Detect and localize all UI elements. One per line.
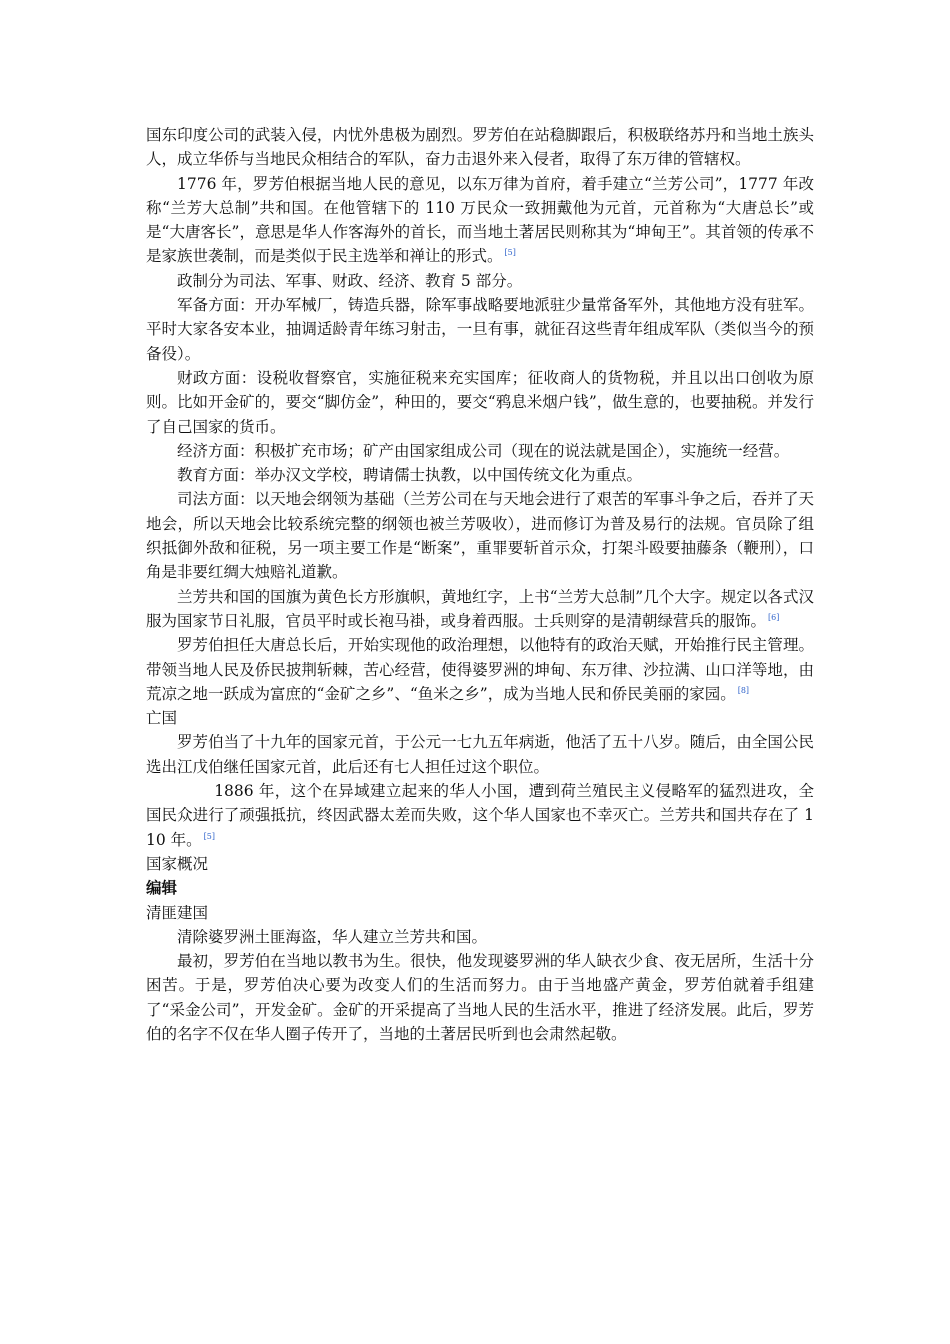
subsection-heading: 清匪建国 (146, 903, 209, 922)
paragraph: 财政方面：设税收督察官，实施征税来充实国库；征收商人的货物税，并且以出口创收为原则。比如开金矿的，要交“脚仿金”，种田的，要交“鸦息米烟户钱”，做生意的，也要抽税。并发行了自己国家的货币。 (146, 368, 814, 436)
citation-link[interactable]: [6] (768, 612, 780, 622)
paragraph: 最初，罗芳伯在当地以教书为生。很快，他发现婆罗洲的华人缺衣少食、夜无居所，生活十分困苦。于是，罗芳伯决心要为改变人们的生活而努力。由于当地盛产黄金，罗芳伯就着手组建了“采金公司”，开发金矿。金矿的开采提高了当地人民的生活水平，推进了经济发展。此后，罗芳伯的名字不仅在华人圈子传开了，当地的土著居民听到也会肃然起敬。 (146, 952, 814, 1043)
citation-link[interactable]: [5] (203, 831, 215, 841)
paragraph: 政制分为司法、军事、财政、经济、教育 5 部分。 (177, 271, 523, 290)
paragraph: 教育方面：举办汉文学校，聘请儒士执教，以中国传统文化为重点。 (177, 466, 643, 485)
paragraph: 罗芳伯当了十九年的国家元首，于公元一七九五年病逝，他活了五十八岁。随后，由全国公民选出江戊伯继任国家元首，此后还有七人担任过这个职位。 (146, 733, 814, 776)
paragraph: 经济方面：积极扩充市场；矿产由国家组成公司（现在的说法就是国企），实施统一经营。 (177, 441, 790, 460)
paragraph: 1776 年，罗芳伯根据当地人民的意见，以东万律为首府，着手建立“兰芳公司”，1777 年改称“兰芳大总制”共和国。在他管辖下的 110 万民众一致拥戴他为元首，元首称为“大唐总长”或是“大唐客长”，意思是华人作客海外的首长，而当地土著居民则称其为“坤甸王”。其首领的传承不是家族世袭制，而是类似于民主选举和禅让的形式。 [5] (146, 174, 814, 266)
citation-link[interactable]: [5] (504, 248, 516, 258)
section-heading: 亡国 (146, 709, 178, 728)
citation-link[interactable]: [8] (737, 685, 750, 695)
paragraph: 军备方面：开办军械厂，铸造兵器，除军事战略要地派驻少量常备军外，其他地方没有驻军。平时大家各安本业，抽调适龄青年练习射击，一旦有事，就征召这些青年组成军队（类似当今的预备役）。 (146, 296, 814, 363)
document-page (146, 123, 814, 1046)
section-heading: 国家概况 (146, 854, 209, 873)
paragraph: 司法方面：以天地会纲领为基础（兰芳公司在与天地会进行了艰苦的军事斗争之后，吞并了天地会，所以天地会比较系统完整的纲领也被兰芳吸收），进而修订为普及易行的法规。官员除了组织抵御外敌和征税，另一项主要工作是“断案”，重罪要斩首示众，打架斗殴要抽藤条（鞭刑），口角是非要红绸大烛赔礼道歉。 (146, 490, 814, 582)
paragraph: 罗芳伯担任大唐总长后，开始实现他的政治理想，以他特有的政治天赋，开始推行民主管理。带领当地人民及侨民披荆斩棘，苦心经营，使得婆罗洲的坤甸、东万律、沙拉满、山口洋等地，由荒凉之地一跃成为富庶的“金矿之乡”、“鱼米之乡”，成为当地人民和侨民美丽的家园。 [8] (146, 636, 814, 703)
paragraph: 1886 年，这个在异域建立起来的华人小国，遭到荷兰殖民主义侵略军的猛烈进攻，全国民众进行了顽强抵抗，终因武器太差而失败，这个华人国家也不幸灭亡。兰芳共和国共存在了 110 年。 [5] (146, 782, 814, 849)
paragraph: 清除婆罗洲土匪海盗，华人建立兰芳共和国。 (177, 927, 488, 946)
edit-link[interactable]: 编辑 (146, 878, 178, 898)
paragraph: 国东印度公司的武装入侵，内忧外患极为剧烈。罗芳伯在站稳脚跟后，积极联络苏丹和当地土族头人，成立华侨与当地民众相结合的军队，奋力击退外来入侵者，取得了东万律的管辖权。 (146, 126, 814, 169)
paragraph: 兰芳共和国的国旗为黄色长方形旗帜，黄地红字，上书“兰芳大总制”几个大字。规定以各式汉服为国家节日礼服，官员平时或长袍马褂，或身着西服。士兵则穿的是清朝绿营兵的服饰。 [6] (146, 587, 814, 630)
